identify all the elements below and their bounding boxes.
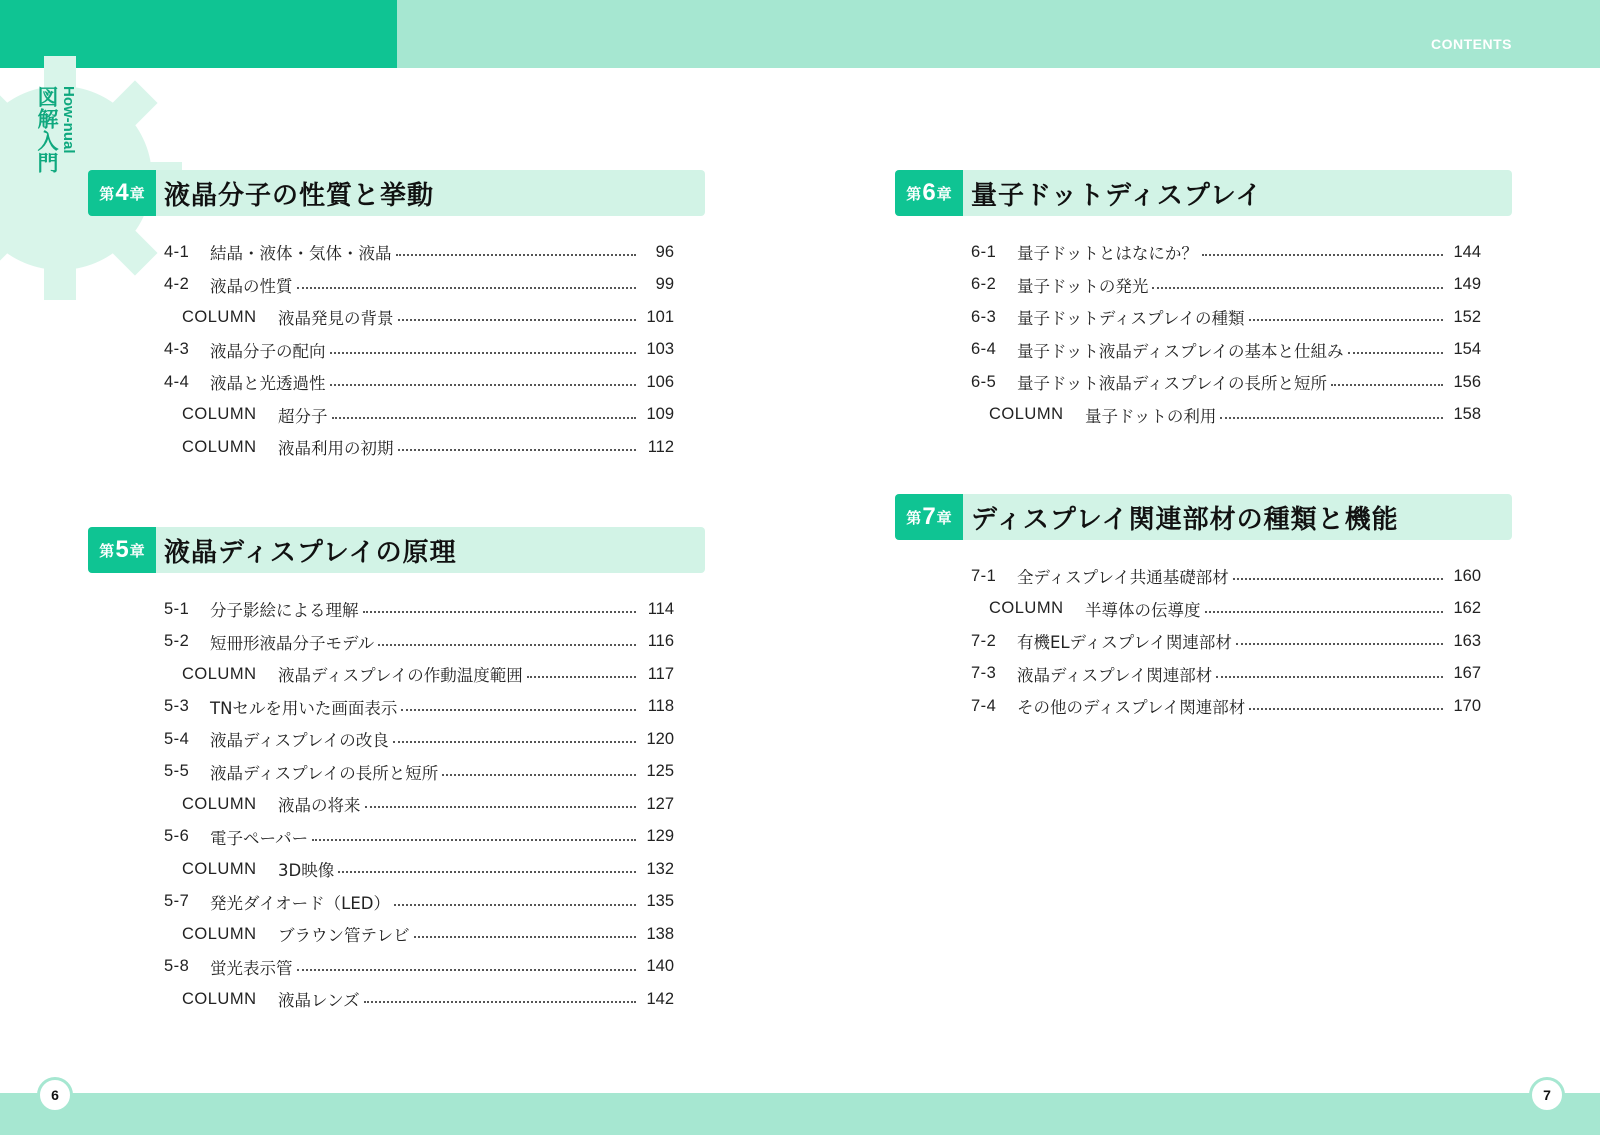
entry-page: 99 xyxy=(655,275,674,294)
entry-title: 電子ペーパー xyxy=(210,828,309,848)
column-label: COLUMN xyxy=(182,859,257,878)
entry-title: 量子ドットの発光 xyxy=(1017,276,1149,296)
leader-dots xyxy=(297,287,637,289)
chapter-title: 量子ドットディスプレイ xyxy=(971,180,1263,211)
toc-entry[interactable] xyxy=(164,886,674,919)
toc-column-entry[interactable] xyxy=(164,301,674,334)
toc-entry[interactable] xyxy=(164,334,674,367)
entry-page: 135 xyxy=(646,892,674,911)
entry-page: 156 xyxy=(1453,372,1481,391)
entry-title: 量子ドットディスプレイの種類 xyxy=(1017,309,1245,329)
leader-dots xyxy=(1216,676,1443,678)
toc-column-entry[interactable] xyxy=(164,658,674,691)
leader-dots xyxy=(414,936,636,938)
chapter-5 xyxy=(88,527,705,1016)
entry-title: 短冊形液晶分子モデル xyxy=(210,633,375,653)
entry-page: 117 xyxy=(647,664,674,683)
chapter-prefix: 第 xyxy=(906,508,922,527)
chapter-suffix: 章 xyxy=(129,541,145,560)
column-label: COLUMN xyxy=(182,924,257,943)
toc-entry[interactable] xyxy=(164,951,674,984)
toc-entry[interactable] xyxy=(971,658,1481,691)
entry-page: 114 xyxy=(647,599,674,618)
entry-number: 7-1 xyxy=(971,566,997,585)
entry-number: 5-1 xyxy=(164,599,190,618)
chapter-title: 液晶分子の性質と挙動 xyxy=(164,180,435,211)
toc-list xyxy=(971,236,1481,431)
entry-page: 116 xyxy=(647,632,674,651)
entry-title: 液晶利用の初期 xyxy=(278,439,394,459)
leader-dots xyxy=(363,611,637,613)
toc-column-entry[interactable] xyxy=(164,399,674,432)
entry-number: 5-7 xyxy=(164,892,190,911)
leader-dots xyxy=(527,676,636,678)
column-label: COLUMN xyxy=(182,307,257,326)
toc-entry[interactable] xyxy=(164,723,674,756)
entry-page: 154 xyxy=(1453,340,1481,359)
leader-dots xyxy=(364,1001,636,1003)
entry-title: 量子ドット液晶ディスプレイの基本と仕組み xyxy=(1017,341,1344,361)
chapter-prefix: 第 xyxy=(99,541,115,560)
chapter-suffix: 章 xyxy=(129,184,145,203)
entry-number: 5-4 xyxy=(164,729,190,748)
leader-dots xyxy=(398,449,637,451)
toc-entry[interactable] xyxy=(164,626,674,659)
toc-list xyxy=(164,593,674,1016)
toc-column-entry[interactable] xyxy=(164,431,674,464)
entry-page: 140 xyxy=(646,957,674,976)
entry-title: 液晶ディスプレイの長所と短所 xyxy=(210,763,439,783)
toc-entry[interactable] xyxy=(971,560,1481,593)
entry-title: 液晶分子の配向 xyxy=(210,341,326,361)
leader-dots xyxy=(1236,643,1443,645)
entry-page: 96 xyxy=(655,242,674,261)
toc-entry[interactable] xyxy=(971,301,1481,334)
leader-dots xyxy=(1202,254,1443,256)
entry-page: 152 xyxy=(1453,307,1481,326)
chapter-badge xyxy=(895,494,963,540)
toc-entry[interactable] xyxy=(971,269,1481,302)
column-label: COLUMN xyxy=(182,664,257,683)
chapter-6 xyxy=(895,170,1512,431)
chapter-title: 液晶ディスプレイの原理 xyxy=(164,537,457,568)
entry-title: 液晶ディスプレイの作動温度範囲 xyxy=(278,666,523,686)
page-number-right: 7 xyxy=(1529,1077,1565,1113)
page-number-left: 6 xyxy=(37,1077,73,1113)
leader-dots xyxy=(1249,708,1443,710)
entry-page: 144 xyxy=(1453,242,1481,261)
toc-column-entry[interactable] xyxy=(164,983,674,1016)
entry-page: 142 xyxy=(646,989,674,1008)
leader-dots xyxy=(332,417,637,419)
entry-title: ブラウン管テレビ xyxy=(278,926,410,946)
toc-entry[interactable] xyxy=(164,236,674,269)
series-title xyxy=(36,86,80,174)
toc-entry[interactable] xyxy=(971,236,1481,269)
toc-entry[interactable] xyxy=(164,691,674,724)
entry-page: 170 xyxy=(1453,696,1481,715)
entry-title: 液晶の将来 xyxy=(278,796,361,816)
entry-title: 液晶の性質 xyxy=(210,276,293,296)
leader-dots xyxy=(398,319,637,321)
toc-column-entry[interactable] xyxy=(164,918,674,951)
chapter-suffix: 章 xyxy=(936,184,952,203)
leader-dots xyxy=(1233,578,1443,580)
toc-entry[interactable] xyxy=(164,366,674,399)
toc-entry[interactable] xyxy=(971,366,1481,399)
entry-title: 半導体の伝導度 xyxy=(1085,600,1201,620)
entry-title: 3D映像 xyxy=(278,861,335,881)
toc-entry[interactable] xyxy=(971,690,1481,723)
chapter-number: 4 xyxy=(115,179,129,206)
toc-column-entry[interactable] xyxy=(164,853,674,886)
leader-dots xyxy=(1152,287,1443,289)
leader-dots xyxy=(312,839,636,841)
entry-title: 量子ドットとはなにか？ xyxy=(1017,244,1198,264)
toc-entry[interactable] xyxy=(164,821,674,854)
entry-page: 149 xyxy=(1453,275,1481,294)
entry-page: 125 xyxy=(646,762,674,781)
entry-page: 112 xyxy=(647,437,674,456)
entry-number: 7-4 xyxy=(971,696,997,715)
leader-dots xyxy=(1205,611,1444,613)
leader-dots xyxy=(394,904,636,906)
leader-dots xyxy=(378,644,636,646)
chapter-badge xyxy=(88,170,156,216)
bottom-band xyxy=(0,1093,1600,1135)
entry-page: 127 xyxy=(646,794,674,813)
chapter-badge xyxy=(895,170,963,216)
entry-page: 101 xyxy=(646,307,674,326)
entry-title: 分子影絵による理解 xyxy=(210,601,359,621)
chapter-header xyxy=(895,170,1512,216)
entry-page: 160 xyxy=(1453,566,1481,585)
leader-dots xyxy=(1249,319,1443,321)
toc-entry[interactable] xyxy=(971,625,1481,658)
entry-page: 167 xyxy=(1453,664,1481,683)
entry-number: 7-2 xyxy=(971,631,997,650)
entry-number: 5-3 xyxy=(164,697,190,716)
contents-label: CONTENTS xyxy=(1431,36,1512,52)
column-label: COLUMN xyxy=(182,794,257,813)
entry-page: 158 xyxy=(1453,405,1481,424)
column-label: COLUMN xyxy=(182,989,257,1008)
leader-dots xyxy=(297,969,637,971)
leader-dots xyxy=(330,352,637,354)
leader-dots xyxy=(365,806,637,808)
toc-column-entry[interactable] xyxy=(971,399,1481,432)
entry-number: 6-2 xyxy=(971,275,997,294)
chapter-suffix: 章 xyxy=(936,508,952,527)
chapter-header xyxy=(88,170,705,216)
entry-number: 6-5 xyxy=(971,372,997,391)
leader-dots xyxy=(396,254,637,256)
toc-list xyxy=(971,560,1481,723)
entry-number: 5-2 xyxy=(164,632,190,651)
entry-title: 全ディスプレイ共通基礎部材 xyxy=(1017,568,1229,588)
toc-entry[interactable] xyxy=(164,269,674,302)
series-title-jp: 図解入門 xyxy=(35,86,59,174)
entry-number: 4-2 xyxy=(164,275,190,294)
toc-list xyxy=(164,236,674,464)
entry-page: 103 xyxy=(646,340,674,359)
entry-number: 5-8 xyxy=(164,957,190,976)
entry-number: 6-1 xyxy=(971,242,997,261)
entry-page: 138 xyxy=(646,924,674,943)
entry-title: 有機ELディスプレイ関連部材 xyxy=(1017,633,1232,653)
toc-entry[interactable] xyxy=(164,593,674,626)
entry-title: その他のディスプレイ関連部材 xyxy=(1017,698,1246,718)
chapter-prefix: 第 xyxy=(99,184,115,203)
leader-dots xyxy=(442,774,636,776)
column-label: COLUMN xyxy=(989,599,1064,618)
entry-page: 132 xyxy=(646,859,674,878)
entry-title: 超分子 xyxy=(278,406,328,426)
entry-number: 5-5 xyxy=(164,762,190,781)
leader-dots xyxy=(393,741,636,743)
chapter-number: 7 xyxy=(922,503,936,530)
entry-number: 6-3 xyxy=(971,307,997,326)
entry-title: 量子ドット液晶ディスプレイの長所と短所 xyxy=(1017,374,1328,394)
column-label: COLUMN xyxy=(182,405,257,424)
chapter-prefix: 第 xyxy=(906,184,922,203)
chapter-header xyxy=(88,527,705,573)
entry-title: 液晶レンズ xyxy=(278,991,360,1011)
entry-page: 109 xyxy=(646,405,674,424)
entry-title: 液晶発見の背景 xyxy=(278,309,394,329)
entry-title: 発光ダイオード（LED） xyxy=(210,893,390,913)
entry-page: 106 xyxy=(646,372,674,391)
entry-title: 蛍光表示管 xyxy=(210,958,293,978)
toc-column-entry[interactable] xyxy=(971,593,1481,626)
leader-dots xyxy=(1348,352,1443,354)
chapter-number: 5 xyxy=(115,536,129,563)
entry-number: 4-3 xyxy=(164,340,190,359)
leader-dots xyxy=(338,871,636,873)
entry-number: 4-4 xyxy=(164,372,190,391)
column-label: COLUMN xyxy=(989,405,1064,424)
entry-number: 4-1 xyxy=(164,242,190,261)
entry-title: 液晶と光透過性 xyxy=(210,374,326,394)
chapter-header xyxy=(895,494,1512,540)
entry-page: 162 xyxy=(1453,599,1481,618)
entry-title: 液晶ディスプレイの改良 xyxy=(210,731,389,751)
entry-page: 120 xyxy=(646,729,674,748)
entry-title: TNセルを用いた画面表示 xyxy=(210,698,398,718)
series-title-en: How-nual xyxy=(60,86,77,154)
entry-title: 結晶・液体・気体・液晶 xyxy=(210,244,392,264)
chapter-badge xyxy=(88,527,156,573)
leader-dots xyxy=(401,709,636,711)
entry-page: 118 xyxy=(647,697,674,716)
entry-title: 量子ドットの利用 xyxy=(1085,406,1217,426)
chapter-4 xyxy=(88,170,705,464)
toc-entry[interactable] xyxy=(971,334,1481,367)
toc-entry[interactable] xyxy=(164,756,674,789)
entry-page: 129 xyxy=(646,827,674,846)
entry-number: 5-6 xyxy=(164,827,190,846)
entry-number: 6-4 xyxy=(971,340,997,359)
entry-title: 液晶ディスプレイ関連部材 xyxy=(1017,665,1213,685)
leader-dots xyxy=(330,384,637,386)
entry-number: 7-3 xyxy=(971,664,997,683)
chapter-number: 6 xyxy=(922,179,936,206)
chapter-title: ディスプレイ関連部材の種類と機能 xyxy=(971,504,1399,535)
chapter-7 xyxy=(895,494,1512,723)
toc-column-entry[interactable] xyxy=(164,788,674,821)
leader-dots xyxy=(1331,384,1443,386)
entry-page: 163 xyxy=(1453,631,1481,650)
leader-dots xyxy=(1220,417,1443,419)
column-label: COLUMN xyxy=(182,437,257,456)
